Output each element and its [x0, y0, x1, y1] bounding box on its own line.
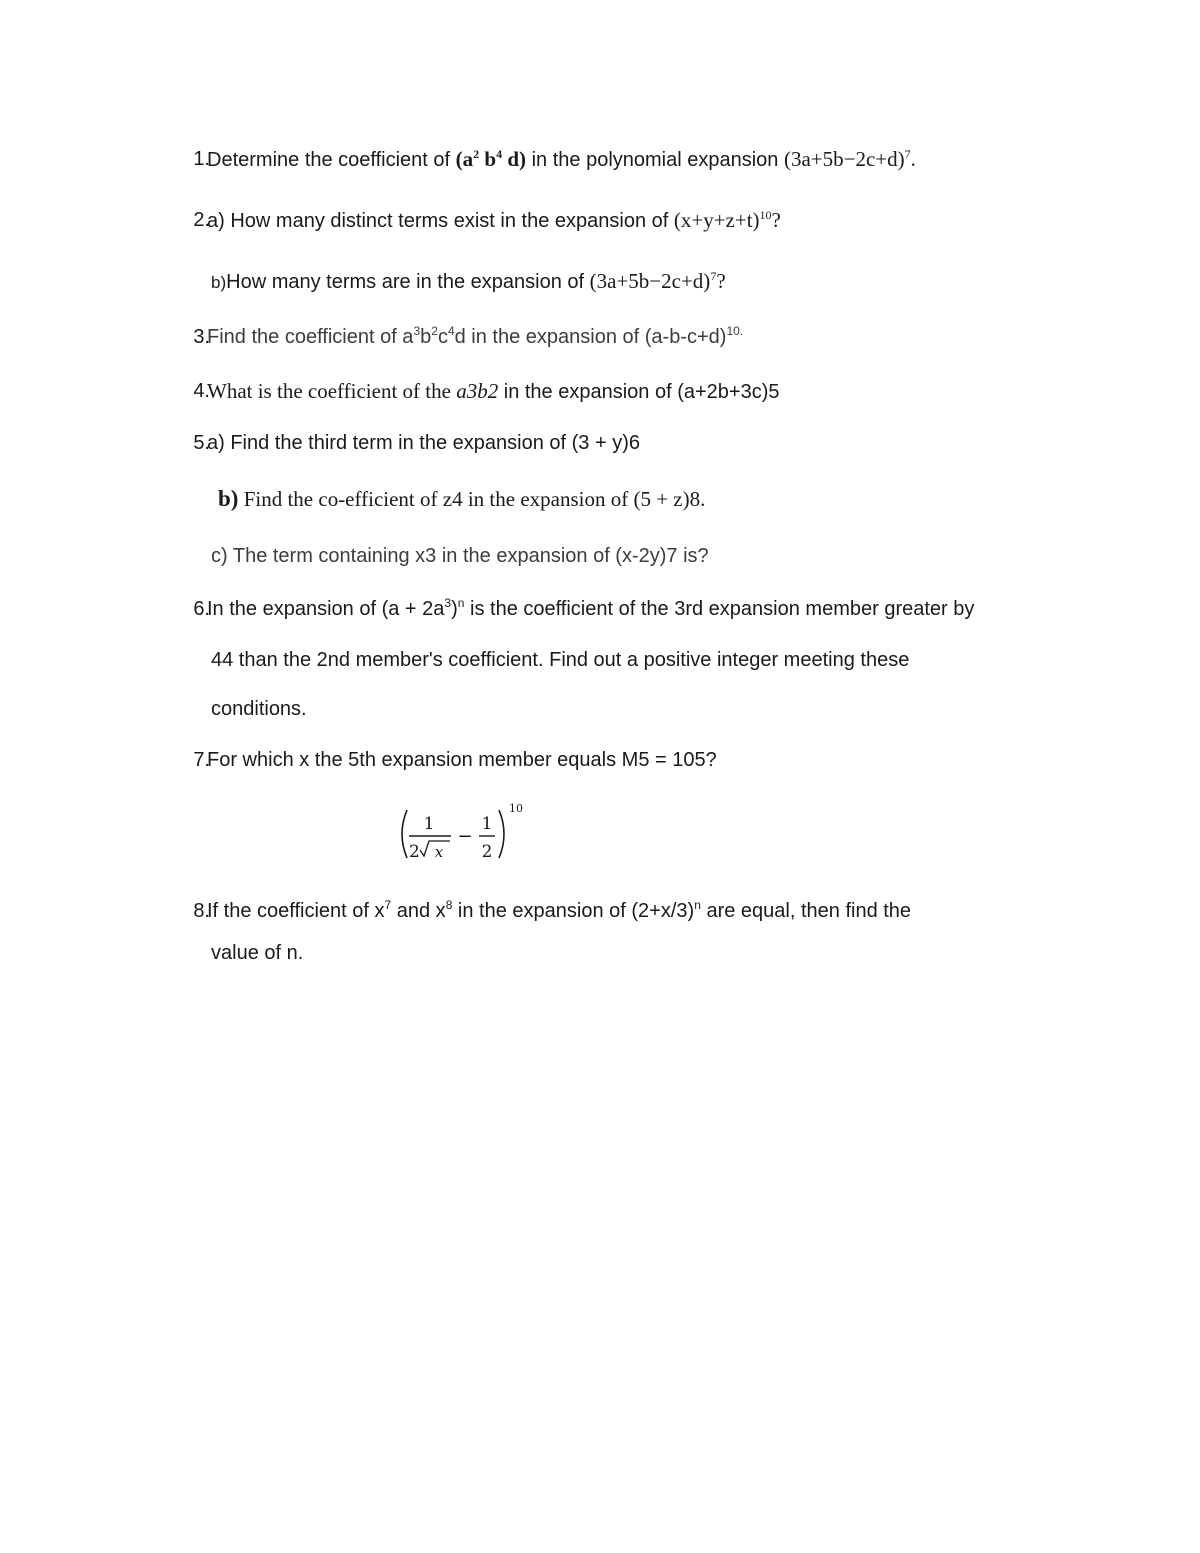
left-paren [402, 810, 407, 858]
fraction-denominator: 2 [481, 842, 493, 862]
minus-sign: − [457, 826, 473, 847]
question-number: 2. [193, 209, 210, 231]
question-2b: b)How many terms are in the expansion of $(3a+5b-2c+d)^7$? [211, 269, 726, 293]
question-text: In the expansion of $(a + 2a^3)^n$ is the coefficient of the 3rd expansion member greater by [207, 596, 975, 620]
question-text: Determine the coefficient of ($a^2$ $b^4$ d) in the polynomial expansion $(3a+5b-2c+d)^7$. [207, 147, 916, 171]
formula-expression [395, 798, 545, 868]
question-6-line-2: 44 than the 2nd member's coefficient. Find out a positive integer meeting these [211, 649, 910, 671]
question-number: 8. [193, 900, 210, 922]
question-text: Find the coefficient of $a^3b^2c^4d$ in the expansion of $(a-b-c+d)^{10.}$ [207, 324, 744, 348]
exponent: 10 [509, 802, 523, 815]
question-text: For which x the 5th expansion member equals M5 = 105? [207, 749, 717, 771]
question-number: 3. [193, 326, 210, 348]
fraction-numerator: 1 [423, 814, 435, 834]
question-number: 1. [193, 148, 210, 170]
sqrt-variable: x [434, 843, 444, 861]
question-text: If the coefficient of $x^7$ and $x^8$ in the expansion of $(2+x/3)^n$ are equal, then find the [207, 898, 912, 922]
right-paren [499, 810, 504, 858]
math-expression: $(3a+5b-2c+d)^7$? [589, 269, 726, 293]
question-number: 6. [193, 598, 210, 620]
question-6-line-3: conditions. [211, 698, 307, 720]
question-text: What is the coefficient of the a3b2 in the expansion of (a+2b+3c)5 [207, 379, 780, 403]
question-5b: b) Find the co-efficient of z4 in the expansion of (5 + z)8. [218, 486, 706, 511]
fraction-numerator: 1 [481, 814, 493, 834]
fraction-denominator: 2 [409, 842, 420, 862]
question-text: a) Find the third term in the expansion of (3 + y)6 [207, 432, 640, 454]
question-number: 5. [193, 432, 210, 454]
question-number: 7. [193, 749, 210, 771]
math-term: ($a^2$ $b^4$ d) [455, 147, 527, 171]
question-text: a) How many distinct terms exist in the expansion of $(x+y+z+t)^{10}$? [207, 208, 781, 232]
question-number: 4. [193, 380, 210, 402]
math-expression: $(x+y+z+t)^{10}$? [673, 208, 781, 232]
math-expression: $(3a+5b-2c+d)^7$. [783, 147, 916, 171]
question-5c: c) The term containing x3 in the expansion of (x-2y)7 is? [211, 545, 709, 567]
question-8-line-2: value of n. [211, 942, 304, 964]
